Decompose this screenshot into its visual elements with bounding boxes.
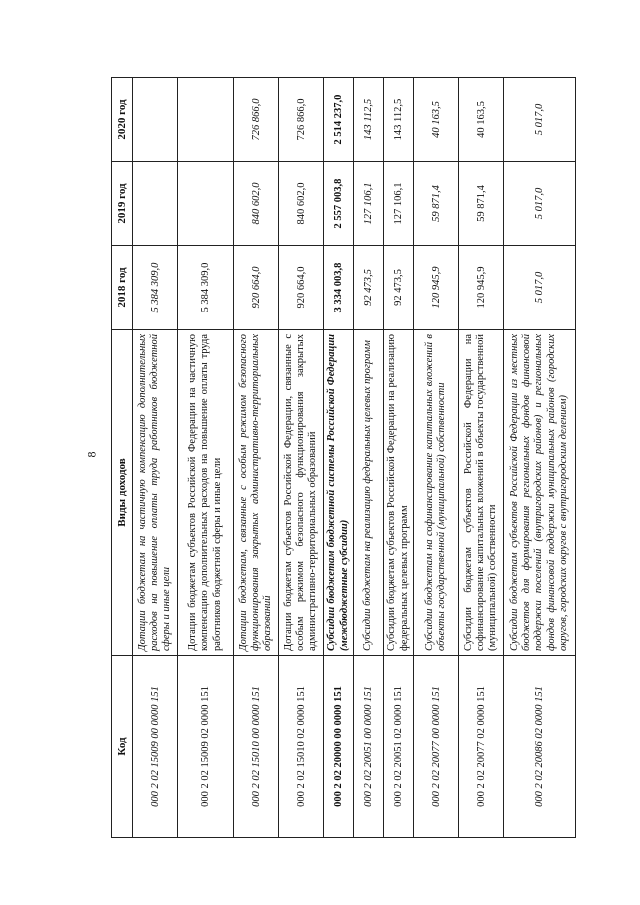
header-name: Виды доходов <box>112 330 133 656</box>
row-2020: 726 866,0 <box>279 78 324 162</box>
row-code: 000 2 02 20077 00 0000 151 <box>414 656 459 838</box>
table-header-row <box>112 78 133 838</box>
row-2018: 5 384 309,0 <box>133 246 178 330</box>
table-row <box>133 78 178 838</box>
row-code: 000 2 02 15009 02 0000 151 <box>178 656 234 838</box>
row-code: 000 2 02 20086 02 0000 151 <box>504 656 576 838</box>
row-code: 000 2 02 15010 00 0000 151 <box>234 656 279 838</box>
table-row <box>414 78 459 838</box>
page-number: 8 <box>84 451 99 458</box>
row-2019: 840 602,0 <box>279 162 324 246</box>
row-2020: 40 163,5 <box>459 78 504 162</box>
row-code: 000 2 02 20051 02 0000 151 <box>384 656 414 838</box>
row-2019: 59 871,4 <box>459 162 504 246</box>
table-row <box>354 78 384 838</box>
row-name: Дотации бюджетам субъектов Российской Федерации на частичную компенсацию дополнительных расходов на повышение оплаты труда работников бюджетной сферы и иные цели <box>178 330 234 656</box>
row-2019: 127 106,1 <box>384 162 414 246</box>
row-2020: 143 112,5 <box>384 78 414 162</box>
row-name: Субсидии бюджетам на реализацию федеральных целевых программ <box>354 330 384 656</box>
row-name: Субсидии бюджетам субъектов Российской Федерации из местных бюджетов для формирования региональных фондов финансовой поддержки поселений (внутригородских районов) и региональных фондов финансовой поддержки муниципальных районов (городских округов, городских округов с внутригородским делением) <box>504 330 576 656</box>
row-2019: 5 017,0 <box>504 162 576 246</box>
header-2018: 2018 год <box>112 246 133 330</box>
table-row-total <box>324 78 354 838</box>
rotated-table-wrapper <box>111 78 569 838</box>
row-code: 000 2 02 15009 00 0000 151 <box>133 656 178 838</box>
row-2020 <box>178 78 234 162</box>
table-row <box>234 78 279 838</box>
row-code: 000 2 02 15010 02 0000 151 <box>279 656 324 838</box>
table-row <box>178 78 234 838</box>
header-2019: 2019 год <box>112 162 133 246</box>
row-2018: 120 945,9 <box>414 246 459 330</box>
row-2019 <box>178 162 234 246</box>
row-name: Дотации бюджетам на частичную компенсацию дополнительных расходов на повышение оплаты труда работников бюджетной сферы и иные цели <box>133 330 178 656</box>
row-2018: 92 473,5 <box>384 246 414 330</box>
row-2020: 5 017,0 <box>504 78 576 162</box>
row-2018: 3 334 003,8 <box>324 246 354 330</box>
row-2018: 5 017,0 <box>504 246 576 330</box>
row-code: 000 2 02 20051 00 0000 151 <box>354 656 384 838</box>
row-code: 000 2 02 20077 02 0000 151 <box>459 656 504 838</box>
row-name: Субсидии бюджетам субъектов Российской Федерации на реализацию федеральных целевых программ <box>384 330 414 656</box>
row-name: Субсидии бюджетам на софинансирование капитальных вложений в объекты государственной (муниципальной) собственности <box>414 330 459 656</box>
row-2018: 120 945,9 <box>459 246 504 330</box>
revenue-table <box>111 77 576 838</box>
table-row <box>459 78 504 838</box>
row-2019: 2 557 003,8 <box>324 162 354 246</box>
table-row <box>279 78 324 838</box>
row-2019: 127 106,1 <box>354 162 384 246</box>
row-2019 <box>133 162 178 246</box>
table-row <box>504 78 576 838</box>
row-2018: 5 384 309,0 <box>178 246 234 330</box>
header-2020: 2020 год <box>112 78 133 162</box>
row-2020: 726 866,0 <box>234 78 279 162</box>
row-name: Субсидии бюджетам бюджетной системы Российской Федерации (межбюджетные субсидии) <box>324 330 354 656</box>
row-2020: 143 112,5 <box>354 78 384 162</box>
table-row <box>384 78 414 838</box>
header-code: Код <box>112 656 133 838</box>
row-2020: 40 163,5 <box>414 78 459 162</box>
row-2018: 920 664,0 <box>279 246 324 330</box>
row-2019: 59 871,4 <box>414 162 459 246</box>
row-2020 <box>133 78 178 162</box>
row-name: Субсидии бюджетам субъектов Российской Федерации на софинансирование капитальных вложений в объекты государственной (муниципальной) собственности <box>459 330 504 656</box>
row-name: Дотации бюджетам субъектов Российской Федерации, связанные с особым режимом безопасного функционирования закрытых административно-территориальных образований <box>279 330 324 656</box>
row-2018: 920 664,0 <box>234 246 279 330</box>
row-2020: 2 514 237,0 <box>324 78 354 162</box>
row-name: Дотации бюджетам, связанные с особым режимом безопасного функционирования закрытых административно-территориальных образований <box>234 330 279 656</box>
row-2019: 840 602,0 <box>234 162 279 246</box>
row-2018: 92 473,5 <box>354 246 384 330</box>
row-code: 000 2 02 20000 00 0000 151 <box>324 656 354 838</box>
